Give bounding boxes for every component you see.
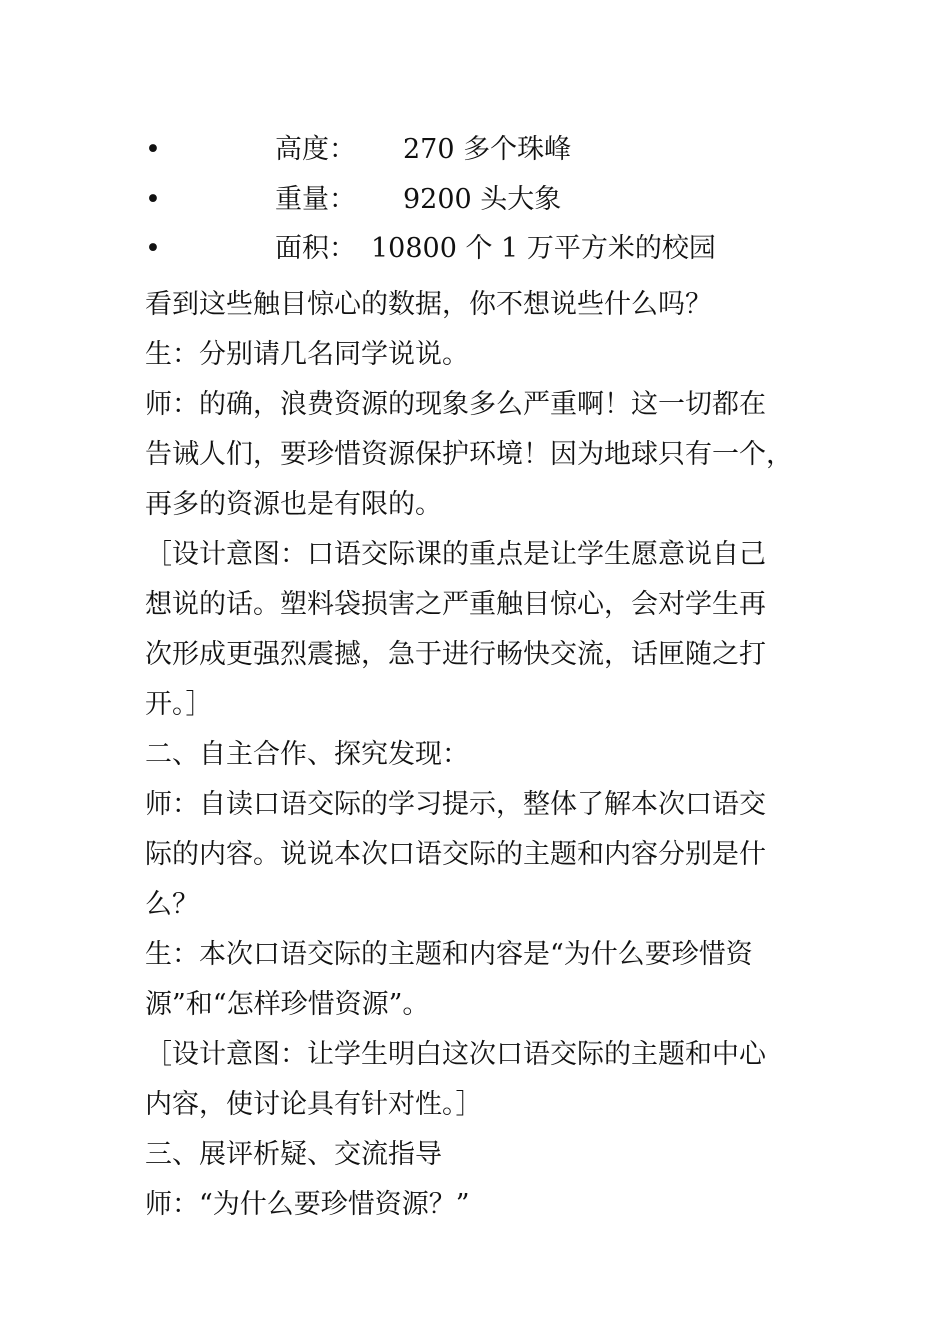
text-line: 师：的确，浪费资源的现象多么严重啊！这一切都在	[145, 389, 766, 420]
bullet-value: 10800 个 1 万平方米的校园	[371, 233, 716, 264]
bullet-dot: •	[145, 134, 161, 165]
text-line: 师：“为什么要珍惜资源？”	[145, 1189, 470, 1220]
bullet-dot: •	[145, 233, 161, 264]
text-line: 内容，使讨论具有针对性。］	[145, 1089, 483, 1120]
section-heading: 三、展评析疑、交流指导	[145, 1139, 442, 1170]
bullet-value: 270 多个珠峰	[403, 134, 572, 165]
text-line: ［设计意图：口语交际课的重点是让学生愿意说自己	[145, 539, 766, 570]
bullet-label: 高度：	[275, 134, 356, 165]
text-line: 告诫人们，要珍惜资源保护环境！因为地球只有一个，	[145, 439, 793, 470]
text-line: 际的内容。说说本次口语交际的主题和内容分别是什	[145, 839, 766, 870]
bullet-dot: •	[145, 184, 161, 215]
text-line: 开。］	[145, 689, 213, 720]
text-line: 生：分别请几名同学说说。	[145, 339, 469, 370]
section-heading: 二、自主合作、探究发现：	[145, 739, 469, 770]
bullet-label: 重量：	[275, 184, 356, 215]
text-line: 再多的资源也是有限的。	[145, 489, 442, 520]
body-text	[145, 280, 835, 1230]
bullet-label: 面积：	[275, 233, 356, 264]
text-line: 次形成更强烈震撼，急于进行畅快交流，话匣随之打	[145, 639, 766, 670]
text-line: 生：本次口语交际的主题和内容是“为什么要珍惜资	[145, 939, 753, 970]
text-line: 么？	[145, 889, 199, 920]
text-line: 源”和“怎样珍惜资源”。	[145, 989, 430, 1020]
text-line: 看到这些触目惊心的数据，你不想说些什么吗？	[145, 289, 712, 320]
text-line: 想说的话。塑料袋损害之严重触目惊心，会对学生再	[145, 589, 766, 620]
text-line: ［设计意图：让学生明白这次口语交际的主题和中心	[145, 1039, 766, 1070]
text-line: 师：自读口语交际的学习提示，整体了解本次口语交	[145, 789, 766, 820]
bullet-value: 9200 头大象	[403, 184, 562, 215]
